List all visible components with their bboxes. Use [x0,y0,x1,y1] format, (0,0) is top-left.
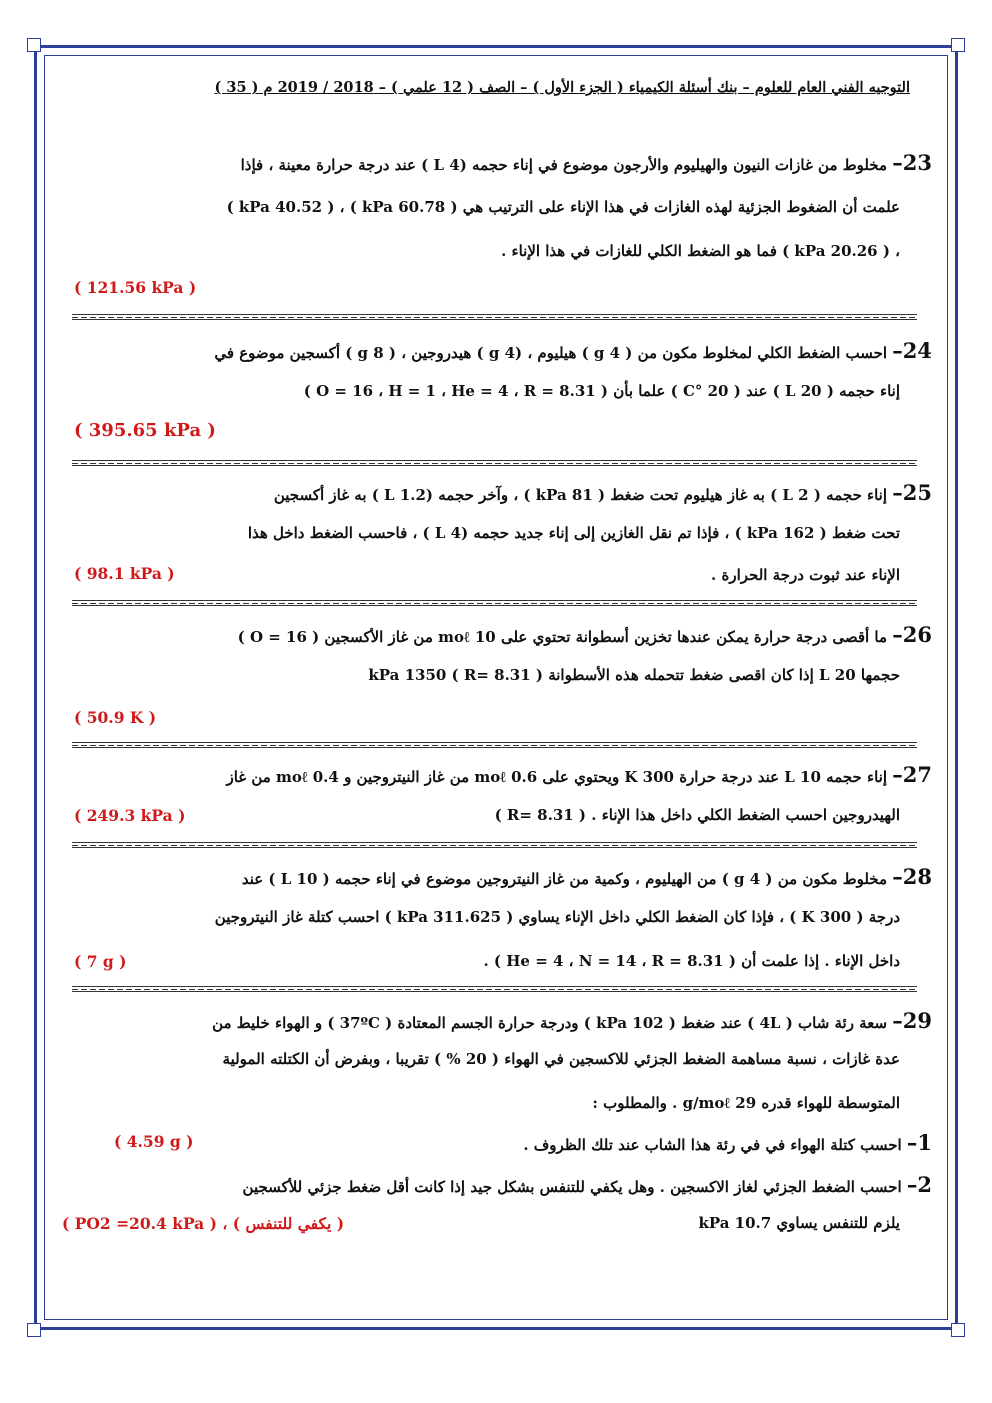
question-text: سعة رئة شاب ( 4L ) عند ضغط ( kPa 102 ) ودرجة حرارة الجسم المعتادة ( 37ºC ) و الهواء خليط من [212,1014,888,1032]
question-number: 29– [892,1008,932,1033]
answer: ( PO2 =20.4 kPa ) ، ( يكفي للتنفس ) [62,1214,345,1233]
question-25 [62,482,932,592]
question-text: الهيدروجين احسب الضغط الكلي داخل هذا الإناء . ( R= 8.31 ) [494,806,900,824]
question-text: تحت ضغط ( kPa 162 ) ، فإذا تم نقل الغازين إلى إناء جديد حجمه (L 4 ) ، فاحسب الضغط داخل هذا [247,524,900,542]
question-number: 27– [892,762,932,787]
question-text: عدة غازات ، نسبة مساهمة الضغط الجزئي للاكسجين في الهواء ( 20 % ) تقريبا ، وبفرض أن الكتلته المولية [222,1050,900,1068]
question-text: علمت أن الضغوط الجزئية لهذه الغازات في هذا الإناء على الترتيب هي ( kPa 60.78 ) ، ( kPa 40.52 ) [226,198,900,216]
question-27 [62,764,932,844]
sub-question-text: يلزم للتنفس يساوي kPa 10.7 [698,1214,900,1232]
question-text: إناء حجمه ( L 20 ) عند ( 20 °C ) علما بأن ( O = 16 ، H = 1 ، He = 4 ، R = 8.31 ) [303,382,900,400]
question-text: المتوسطة للهواء قدره g/moℓ 29 . والمطلوب : [592,1094,900,1112]
answer: ( 121.56 kPa ) [74,278,197,297]
question-number: 24– [892,338,932,363]
answer: ( 7 g ) [74,952,127,971]
separator [72,314,917,320]
question-26 [62,624,932,734]
question-text: مخلوط مكون من ( g 4 ) من الهيليوم ، وكمية من غاز النيتروجين موضوع في إناء حجمه ( L 10 ) عند [241,870,888,888]
question-text: درجة ( K 300 ) ، فإذا كان الضغط الكلي داخل الإناء يساوي ( kPa 311.625 ) احسب كتلة غاز النيتروجين [214,908,900,926]
corner-ornament [27,38,41,52]
question-24 [62,340,932,450]
sub-question-text: احسب كتلة الهواء في في رئة هذا الشاب عند تلك الظروف . [523,1136,902,1154]
page-header: التوجيه الفني العام للعلوم – بنك أسئلة الكيمياء ( الجزء الأول ) – الصف ( 12 علمي ) – 2018 / 2019 م ( 35 ) [214,79,910,96]
question-text: حجمها L 20 إذا كان اقصى ضغط تتحمله هذه الأسطوانة kPa 1350 ( R= 8.31 ) [368,666,900,684]
question-text: احسب الضغط الكلي لمخلوط مكون من ( g 4 ) هيليوم ، (g 4 ) هيدروجين ، ( g 8 ) أكسجين موضوع في [214,344,888,362]
separator [72,742,917,748]
question-text: إناء حجمه ( L 2 ) به غاز هيليوم تحت ضغط ( kPa 81 ) ، وآخر حجمه (L 1.2 ) به غاز أكسجين [273,486,888,504]
answer: ( 50.9 K ) [74,708,157,727]
question-23 [62,152,932,302]
answer: ( 249.3 kPa ) [74,806,186,825]
question-text: مخلوط من غازات النيون والهيليوم والأرجون موضوع في إناء حجمه (L 4 ) عند درجة حرارة معينة ، فإذا [240,156,888,174]
separator [72,460,917,466]
question-number: 28– [892,864,932,889]
question-text: ، ( kPa 20.26 ) فما هو الضغط الكلي للغازات في هذا الإناء . [501,242,900,260]
separator [72,986,917,992]
answer: ( 4.59 g ) [114,1132,194,1151]
corner-ornament [27,1323,41,1337]
question-28 [62,866,932,976]
sub-question-number: 1– [906,1130,932,1155]
sub-question-text: احسب الضغط الجزئي لغاز الاكسجين . وهل يكفي للتنفس بشكل جيد إذا كانت أقل ضغط جزئي للأكسجين [242,1178,902,1196]
question-number: 23– [892,150,932,175]
corner-ornament [951,1323,965,1337]
question-text: إناء حجمه L 10 عند درجة حرارة K 300 ويحتوي على moℓ 0.6 من غاز النيتروجين و moℓ 0.4 من غاز [226,768,888,786]
separator [72,842,917,848]
answer: ( 395.65 kPa ) [74,420,216,441]
question-text: ما أقصى درجة حرارة يمكن عندها تخزين أسطوانة تحتوي على 10 moℓ من غاز الأكسجين ( O = 16 ) [237,628,888,646]
answer: ( 98.1 kPa ) [74,564,175,583]
separator [72,600,917,606]
corner-ornament [951,38,965,52]
question-text: الإناء عند ثبوت درجة الحرارة . [711,566,900,584]
question-29 [62,1010,932,1250]
question-text: داخل الإناء . إذا علمت أن ( He = 4 ، N = 14 ، R = 8.31 ) . [483,952,900,970]
sub-question-number: 2– [906,1172,932,1197]
question-number: 26– [892,622,932,647]
question-number: 25– [892,480,932,505]
